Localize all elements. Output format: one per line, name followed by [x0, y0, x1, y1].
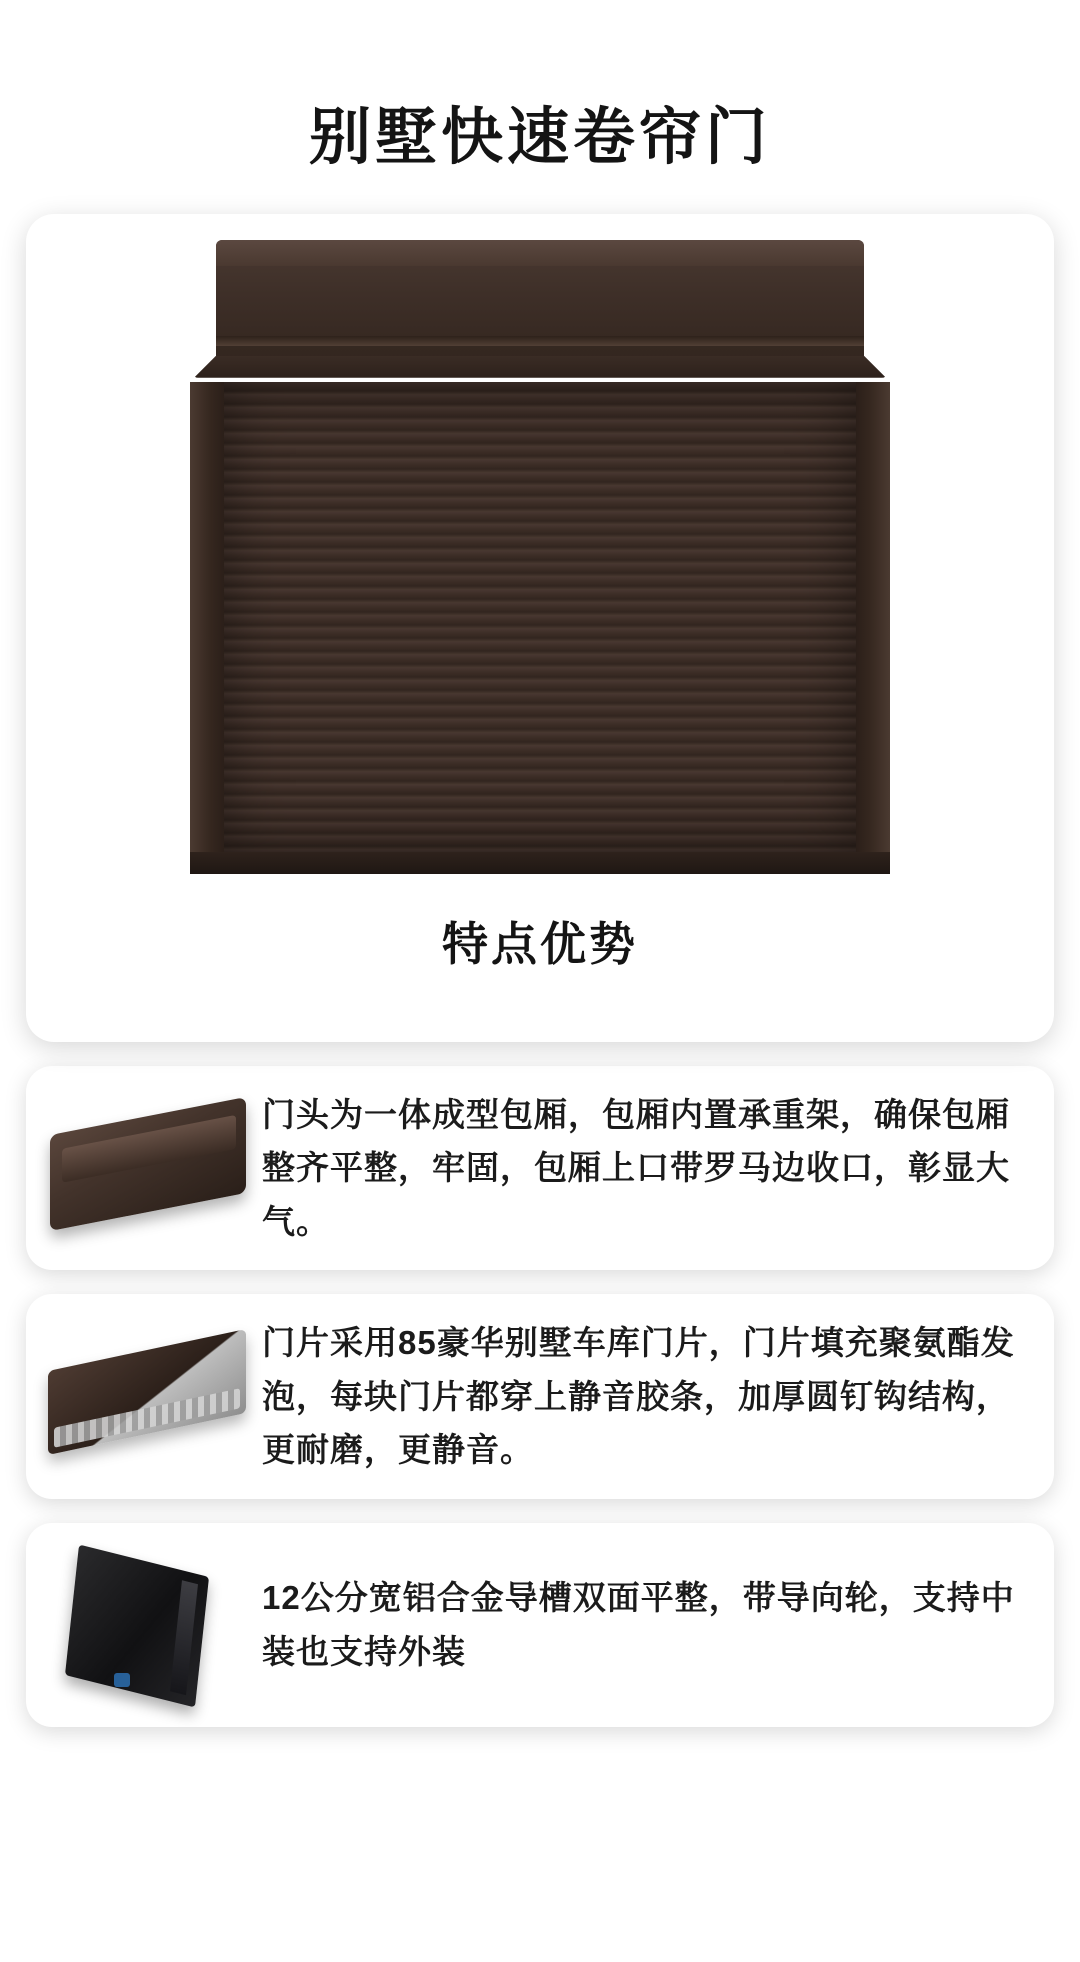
- door-bottom-bar-graphic: [190, 852, 890, 874]
- door-head-roman-trim: [216, 336, 864, 346]
- door-curtain-graphic: [190, 382, 890, 852]
- hero-product-card: [26, 214, 1054, 1042]
- door-head-box-thumbnail-shape: [50, 1097, 246, 1231]
- feature-text-2: 门片采用85豪华别墅车库门片，门片填充聚氨酯发泡，每块门片都穿上静音胶条，加厚圆钉钩结构，更耐磨，更静音。: [262, 1324, 1015, 1469]
- feature-text-1: 门头为一体成型包厢，包厢内置承重架，确保包厢整齐平整，牢固，包厢上口带罗马边收口，彰显大气。: [262, 1095, 1010, 1240]
- door-head-box-thumbnail: [44, 1088, 254, 1248]
- door-head-box-graphic: [216, 240, 864, 360]
- feature-card-2: [26, 1294, 1054, 1498]
- door-illustration: [190, 240, 890, 874]
- product-detail-page: [0, 42, 1080, 1962]
- feature-text-3: 12公分宽铝合金导槽双面平整，带导向轮，支持中装也支持外装: [262, 1579, 1015, 1670]
- feature-card-1: [26, 1066, 1054, 1270]
- guide-wheel-icon: [114, 1673, 130, 1687]
- section-heading: 特点优势: [442, 917, 638, 970]
- door-head-top-edge: [216, 240, 864, 266]
- door-right-rail-graphic: [856, 382, 890, 852]
- door-slat-profile-thumbnail-shape: [48, 1329, 246, 1455]
- aluminum-guide-rail-thumbnail: [44, 1545, 254, 1705]
- page-title: 别墅快速卷帘门: [308, 102, 771, 172]
- aluminum-guide-rail-thumbnail-shape: [65, 1544, 209, 1707]
- door-left-rail-graphic: [190, 382, 224, 852]
- feature-card-3: [26, 1523, 1054, 1727]
- door-slat-profile-thumbnail: [44, 1316, 254, 1476]
- door-slats-graphic: [224, 382, 856, 852]
